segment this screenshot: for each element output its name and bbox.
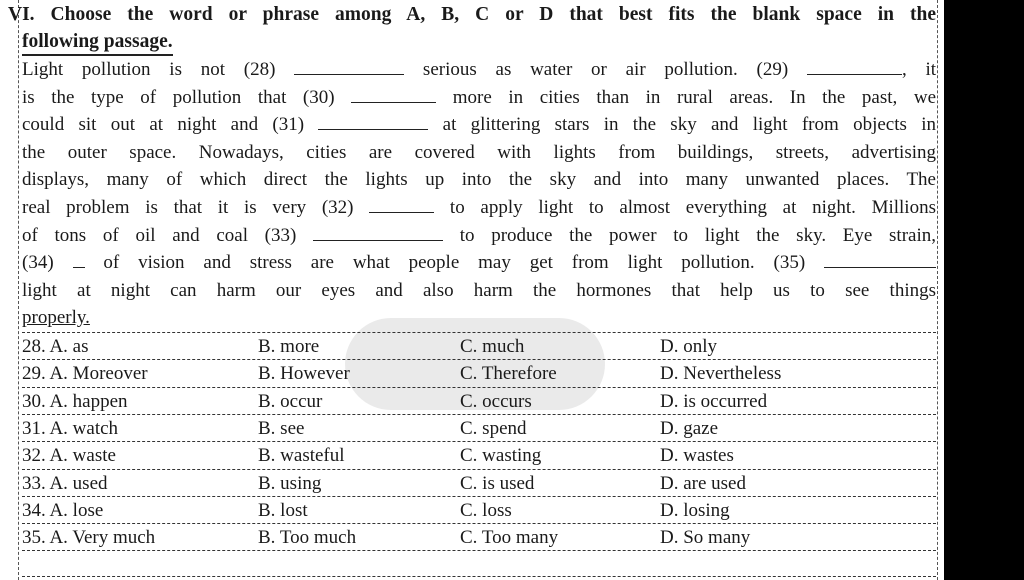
passage-text: of tons of oil and coal (33) [22,225,314,246]
passage-text: Light pollution is not (28) [22,59,295,80]
question-row [22,523,936,551]
option-b[interactable]: B. lost [258,499,308,521]
option-d[interactable]: D. wastes [660,445,734,467]
passage-text: light at night can harm our eyes and also harm the hormones that help us to see things [22,280,936,301]
question-row [22,441,936,469]
option-a[interactable]: 32. A. waste [22,445,116,467]
passage-text: (34) [22,252,73,273]
option-c[interactable]: C. is used [460,472,535,494]
option-d[interactable]: D. losing [660,499,730,521]
option-b[interactable]: B. Too much [258,527,357,549]
question-row [22,387,936,415]
passage-text: is the type of pollution that (30) [22,87,352,108]
exercise-heading: VI. Choose the word or phrase among A, B, C or D that best fits the blank space in the [8,4,936,25]
option-d[interactable]: D. gaze [660,417,719,439]
answer-blank [824,251,936,268]
option-d[interactable]: D. is occurred [660,390,768,412]
passage-text: at glittering stars in the sky and light from objects in [428,114,936,135]
answer-blank [318,113,428,130]
option-b[interactable]: B. wasteful [258,445,345,467]
passage-line [22,251,936,275]
question-row [22,332,936,360]
question-row [22,469,936,497]
option-a[interactable]: 31. A. watch [22,417,119,439]
exercise-heading-continued: following passage. [22,30,173,56]
passage-text: could sit out at night and (31) [22,114,319,135]
option-a[interactable]: 35. A. Very much [22,527,156,549]
option-c[interactable]: C. wasting [460,445,542,467]
answer-blank [313,224,443,241]
passage-text: of vision and stress are what people may get from light pollution. (35) [84,252,825,273]
option-b[interactable]: B. see [258,417,305,439]
option-a[interactable]: 34. A. lose [22,499,104,521]
passage-line [22,86,936,110]
option-b[interactable]: B. more [258,336,320,357]
passage-line [22,141,936,165]
passage-text: real problem is that it is very (32) [22,197,370,218]
answer-blank [807,58,902,75]
passage-line [22,58,936,82]
passage-line [22,168,936,192]
option-a[interactable]: 30. A. happen [22,390,128,412]
passage-text: , it [901,59,937,80]
option-d[interactable]: D. Nevertheless [660,363,782,385]
option-a[interactable]: 29. A. Moreover [22,363,148,385]
passage-line [22,279,936,303]
passage-text: more in cities than in rural areas. In the past, we [436,87,937,108]
passage-text: to apply light to almost everything at night. Millions [434,197,936,218]
answer-blank [369,196,434,213]
passage-text: serious as water or air pollution. (29) [404,59,807,80]
page-bottom-border [22,576,936,577]
passage-text: properly. [22,307,90,328]
option-c[interactable]: C. Therefore [460,363,557,385]
answer-blank [73,251,85,268]
option-c[interactable]: C. occurs [460,390,532,412]
left-margin-line [18,0,19,580]
option-c[interactable]: C. spend [460,417,527,439]
option-b[interactable]: B. using [258,472,322,494]
option-d[interactable]: D. are used [660,472,746,494]
option-a[interactable]: 28. A. as [22,336,89,357]
option-b[interactable]: B. However [258,363,350,385]
right-margin-line [937,0,938,580]
answer-blank [294,58,404,75]
option-a[interactable]: 33. A. used [22,472,108,494]
passage-text: the outer space. Nowadays, cities are covered with lights from buildings, streets, advertising [22,142,936,163]
passage-line [22,113,936,137]
question-row [22,496,936,524]
table-bottom-border [22,550,936,551]
passage-text: to produce the power to light the sky. Eye strain, [443,225,936,246]
option-d[interactable]: D. only [660,336,717,357]
passage-text: displays, many of which direct the lights up into the sky and into many unwanted places. The [22,169,936,190]
answer-blank [351,86,436,103]
option-d[interactable]: D. So many [660,527,751,549]
question-row [22,414,936,442]
option-c[interactable]: C. Too many [460,527,559,549]
option-b[interactable]: B. occur [258,390,323,412]
option-c[interactable]: C. much [460,336,525,357]
question-row [22,359,936,387]
option-c[interactable]: C. loss [460,499,512,521]
passage-line [22,224,936,248]
passage-line [22,196,936,220]
